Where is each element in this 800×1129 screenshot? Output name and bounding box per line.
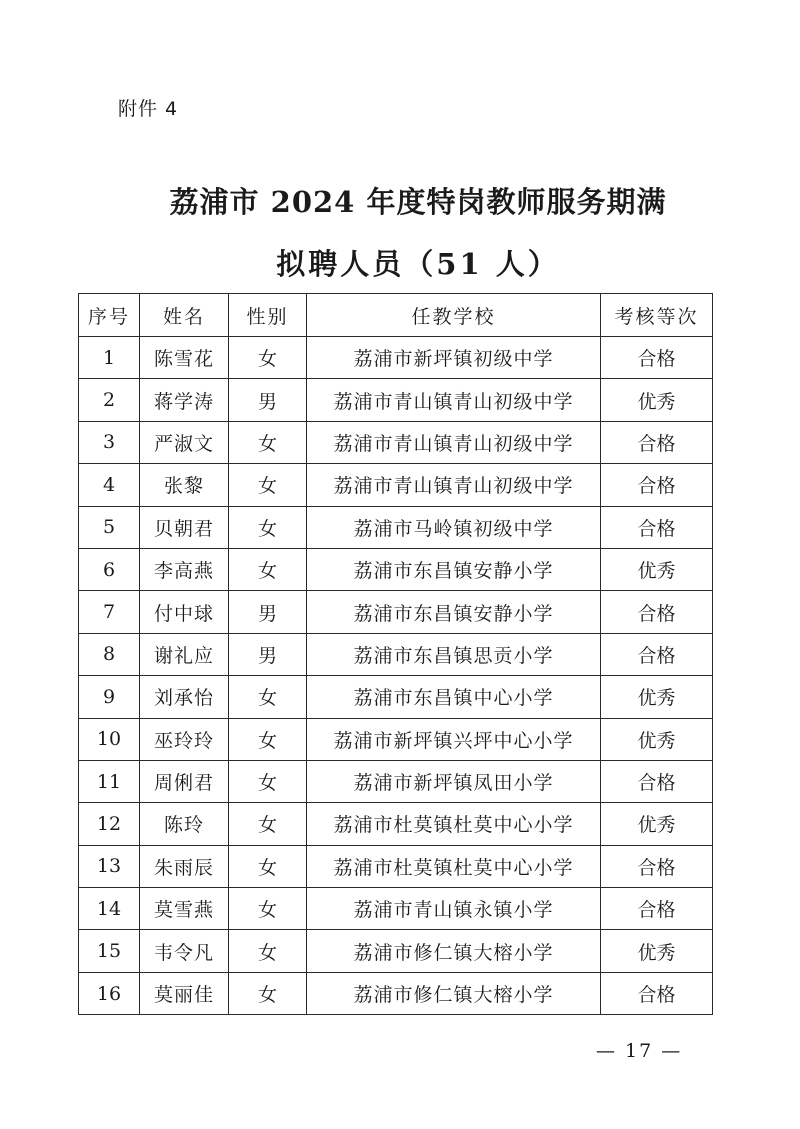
cell-name: 莫雪燕 (140, 888, 229, 930)
cell-school: 荔浦市修仁镇大榕小学 (307, 972, 601, 1014)
cell-name: 付中球 (140, 591, 229, 633)
cell-serial-number: 16 (79, 972, 140, 1014)
table-row (79, 760, 713, 802)
cell-school: 荔浦市新坪镇凤田小学 (307, 760, 601, 802)
table-body (79, 337, 713, 1015)
cell-gender: 女 (229, 421, 307, 463)
cell-gender: 女 (229, 803, 307, 845)
cell-gender: 男 (229, 633, 307, 675)
cell-school: 荔浦市杜莫镇杜莫中心小学 (307, 803, 601, 845)
cell-school: 荔浦市新坪镇兴坪中心小学 (307, 718, 601, 760)
table-row (79, 930, 713, 972)
cell-name: 蒋学涛 (140, 379, 229, 421)
cell-serial-number: 4 (79, 464, 140, 506)
cell-assessment-grade: 优秀 (601, 718, 713, 760)
header-school: 任教学校 (307, 294, 601, 337)
cell-name: 周俐君 (140, 760, 229, 802)
cell-school: 荔浦市东昌镇安静小学 (307, 591, 601, 633)
cell-name: 朱雨辰 (140, 845, 229, 887)
table-row (79, 379, 713, 421)
teacher-roster-table (78, 293, 713, 1015)
cell-gender: 女 (229, 676, 307, 718)
cell-gender: 女 (229, 760, 307, 802)
cell-serial-number: 8 (79, 633, 140, 675)
cell-serial-number: 2 (79, 379, 140, 421)
cell-serial-number: 13 (79, 845, 140, 887)
cell-school: 荔浦市东昌镇思贡小学 (307, 633, 601, 675)
table-row (79, 633, 713, 675)
cell-name: 贝朝君 (140, 506, 229, 548)
cell-assessment-grade: 优秀 (601, 803, 713, 845)
cell-assessment-grade: 合格 (601, 506, 713, 548)
cell-serial-number: 5 (79, 506, 140, 548)
table-row (79, 421, 713, 463)
header-gender: 性别 (229, 294, 307, 337)
table-row (79, 676, 713, 718)
table-row (79, 591, 713, 633)
cell-gender: 男 (229, 379, 307, 421)
cell-assessment-grade: 合格 (601, 337, 713, 379)
document-title-line-2: 拟聘人员（51 人） (276, 247, 560, 281)
cell-assessment-grade: 合格 (601, 591, 713, 633)
cell-assessment-grade: 优秀 (601, 676, 713, 718)
cell-gender: 女 (229, 888, 307, 930)
attachment-label: 附件 4 (118, 98, 179, 120)
cell-serial-number: 15 (79, 930, 140, 972)
table-row (79, 548, 713, 590)
cell-school: 荔浦市东昌镇中心小学 (307, 676, 601, 718)
cell-serial-number: 9 (79, 676, 140, 718)
cell-school: 荔浦市马岭镇初级中学 (307, 506, 601, 548)
cell-gender: 女 (229, 930, 307, 972)
cell-school: 荔浦市青山镇青山初级中学 (307, 421, 601, 463)
cell-assessment-grade: 合格 (601, 633, 713, 675)
table-row (79, 888, 713, 930)
cell-assessment-grade: 合格 (601, 888, 713, 930)
cell-name: 莫丽佳 (140, 972, 229, 1014)
cell-serial-number: 10 (79, 718, 140, 760)
header-name: 姓名 (140, 294, 229, 337)
table-header-row (79, 294, 713, 337)
cell-assessment-grade: 合格 (601, 421, 713, 463)
page-number: — 17 — (596, 1040, 683, 1062)
cell-school: 荔浦市新坪镇初级中学 (307, 337, 601, 379)
cell-name: 李高燕 (140, 548, 229, 590)
header-assessment-grade: 考核等次 (601, 294, 713, 337)
cell-name: 刘承怡 (140, 676, 229, 718)
cell-name: 韦令凡 (140, 930, 229, 972)
cell-gender: 女 (229, 548, 307, 590)
table-row (79, 803, 713, 845)
cell-assessment-grade: 合格 (601, 464, 713, 506)
cell-gender: 女 (229, 506, 307, 548)
cell-name: 谢礼应 (140, 633, 229, 675)
table-row (79, 972, 713, 1014)
cell-serial-number: 12 (79, 803, 140, 845)
cell-name: 巫玲玲 (140, 718, 229, 760)
table-row (79, 464, 713, 506)
cell-school: 荔浦市东昌镇安静小学 (307, 548, 601, 590)
cell-assessment-grade: 优秀 (601, 379, 713, 421)
cell-gender: 女 (229, 337, 307, 379)
cell-serial-number: 11 (79, 760, 140, 802)
cell-assessment-grade: 合格 (601, 760, 713, 802)
cell-name: 陈玲 (140, 803, 229, 845)
document-title-line-1: 荔浦市 2024 年度特岗教师服务期满 (169, 185, 667, 219)
cell-serial-number: 7 (79, 591, 140, 633)
cell-gender: 女 (229, 718, 307, 760)
table-row (79, 337, 713, 379)
cell-name: 张黎 (140, 464, 229, 506)
cell-school: 荔浦市青山镇永镇小学 (307, 888, 601, 930)
cell-gender: 女 (229, 464, 307, 506)
table-row (79, 845, 713, 887)
cell-serial-number: 3 (79, 421, 140, 463)
table-row (79, 718, 713, 760)
cell-name: 严淑文 (140, 421, 229, 463)
cell-school: 荔浦市青山镇青山初级中学 (307, 464, 601, 506)
cell-school: 荔浦市修仁镇大榕小学 (307, 930, 601, 972)
cell-serial-number: 6 (79, 548, 140, 590)
cell-school: 荔浦市青山镇青山初级中学 (307, 379, 601, 421)
cell-serial-number: 1 (79, 337, 140, 379)
cell-school: 荔浦市杜莫镇杜莫中心小学 (307, 845, 601, 887)
cell-assessment-grade: 合格 (601, 845, 713, 887)
cell-assessment-grade: 优秀 (601, 548, 713, 590)
cell-assessment-grade: 合格 (601, 972, 713, 1014)
table-row (79, 506, 713, 548)
cell-assessment-grade: 优秀 (601, 930, 713, 972)
cell-gender: 女 (229, 845, 307, 887)
cell-serial-number: 14 (79, 888, 140, 930)
cell-gender: 男 (229, 591, 307, 633)
cell-gender: 女 (229, 972, 307, 1014)
header-serial-number: 序号 (79, 294, 140, 337)
cell-name: 陈雪花 (140, 337, 229, 379)
